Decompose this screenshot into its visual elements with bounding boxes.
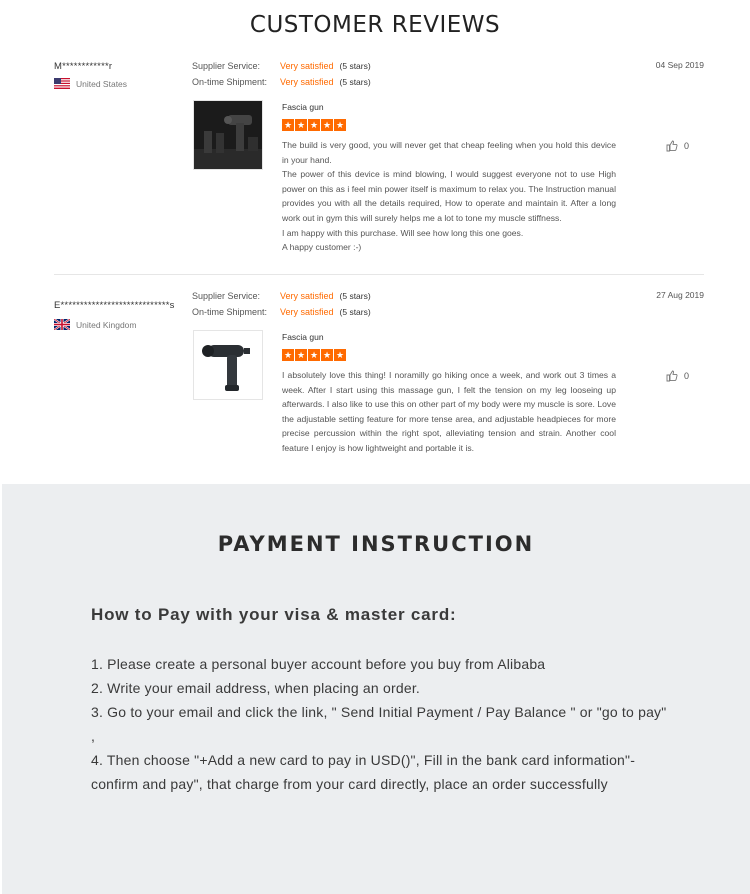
supplier-service-stars: (5 stars) — [339, 291, 371, 301]
like-button[interactable] — [666, 370, 689, 382]
payment-step: 1. Please create a personal buyer account before you buy from Alibaba — [91, 656, 546, 672]
product-thumbnail[interactable] — [193, 330, 263, 400]
product-thumbnail[interactable] — [193, 100, 263, 170]
thumbs-up-icon — [666, 370, 678, 382]
shipment-stars: (5 stars) — [339, 307, 371, 317]
star-icon: ★ — [309, 120, 319, 130]
review-date: 27 Aug 2019 — [656, 290, 704, 300]
review-item — [0, 58, 750, 274]
like-count: 0 — [684, 371, 690, 381]
review-paragraph: A happy customer :-) — [282, 242, 362, 253]
like-count: 0 — [684, 141, 690, 151]
payment-section — [2, 484, 750, 894]
star-icon: ★ — [335, 350, 345, 360]
supplier-service-value: Very satisfied — [280, 61, 334, 71]
reviewer-country — [54, 78, 127, 89]
review-item — [0, 288, 750, 478]
payment-step: 2. Write your email address, when placing an order. — [91, 680, 420, 696]
star-icon: ★ — [296, 120, 306, 130]
shipment-value: Very satisfied — [280, 77, 334, 87]
payment-step: 3. Go to your email and click the link, " Send Initial Payment / Pay Balance " or "go to pay" , — [91, 704, 667, 744]
review-date: 04 Sep 2019 — [655, 60, 704, 70]
reviewer-name: E****************************s — [54, 300, 175, 311]
shipment-value: Very satisfied — [280, 307, 334, 317]
review-paragraph: The power of this device is mind blowing, I would suggest everyone not to use High power on this as i feel min power itself is maximum to relax you. The Instruction manual provides you with all the details required, How to operate and maintain it. After a long work out in gym this will surely helps me a lot to tone my muscle stiffness. — [282, 169, 616, 223]
payment-title: PAYMENT INSTRUCTION — [217, 532, 535, 556]
reviewer-name: M************r — [54, 61, 113, 72]
rating-stars — [282, 349, 346, 361]
star-icon: ★ — [309, 350, 319, 360]
star-icon: ★ — [296, 350, 306, 360]
review-text — [282, 138, 616, 255]
review-paragraph: The build is very good, you will never get that cheap feeling when you hold this device in your hand. — [282, 140, 616, 165]
supplier-service-stars: (5 stars) — [339, 61, 371, 71]
product-name: Fascia gun — [282, 102, 324, 112]
supplier-service-label: Supplier Service: — [192, 61, 261, 71]
star-icon: ★ — [335, 120, 345, 130]
thumbs-up-icon — [666, 140, 678, 152]
like-button[interactable] — [666, 140, 689, 152]
payment-subtitle: How to Pay with your visa & master card: — [91, 605, 457, 624]
review-paragraph: I absolutely love this thing! I noramilly go hiking once a week, and work out 3 times a week. After I start using this massage gun, I felt the tension on my leg looseing up afterwards. I also like to use this on other part of my body were my muscle is sore. Love the adjustable setting feature for more tense area, and adjustable headpieces for more precise percussion within the right spot, alleviating tension and strain. Another cool feature I enjoy is how lightweight and portable it is. — [282, 370, 616, 453]
country-label: United States — [76, 78, 128, 89]
star-icon: ★ — [322, 350, 332, 360]
supplier-service-row — [192, 61, 371, 71]
review-divider — [54, 274, 704, 275]
product-name: Fascia gun — [282, 332, 324, 342]
country-label: United Kingdom — [76, 319, 137, 330]
uk-flag-icon — [54, 319, 70, 330]
shipment-row — [192, 307, 371, 317]
fascia-gun-image — [194, 331, 263, 400]
supplier-service-label: Supplier Service: — [192, 291, 261, 301]
payment-steps — [91, 652, 671, 796]
supplier-service-value: Very satisfied — [280, 291, 334, 301]
us-flag-icon — [54, 78, 70, 89]
review-text — [282, 368, 616, 456]
rating-stars — [282, 119, 346, 131]
reviewer-country — [54, 319, 136, 330]
reviews-title: CUSTOMER REVIEWS — [249, 12, 501, 38]
shipment-row — [192, 77, 371, 87]
star-icon: ★ — [283, 350, 293, 360]
shipment-stars: (5 stars) — [339, 77, 371, 87]
star-icon: ★ — [283, 120, 293, 130]
review-paragraph: I am happy with this purchase. Will see how long this one goes. — [282, 227, 524, 238]
fascia-gun-image — [194, 101, 263, 170]
shipment-label: On-time Shipment: — [192, 307, 268, 317]
payment-step: 4. Then choose "+Add a new card to pay in USD()", Fill in the bank card information"-confirm and pay", that charge from your card directly, place an order successfully — [91, 752, 636, 792]
star-icon: ★ — [322, 120, 332, 130]
shipment-label: On-time Shipment: — [192, 77, 268, 87]
supplier-service-row — [192, 291, 371, 301]
